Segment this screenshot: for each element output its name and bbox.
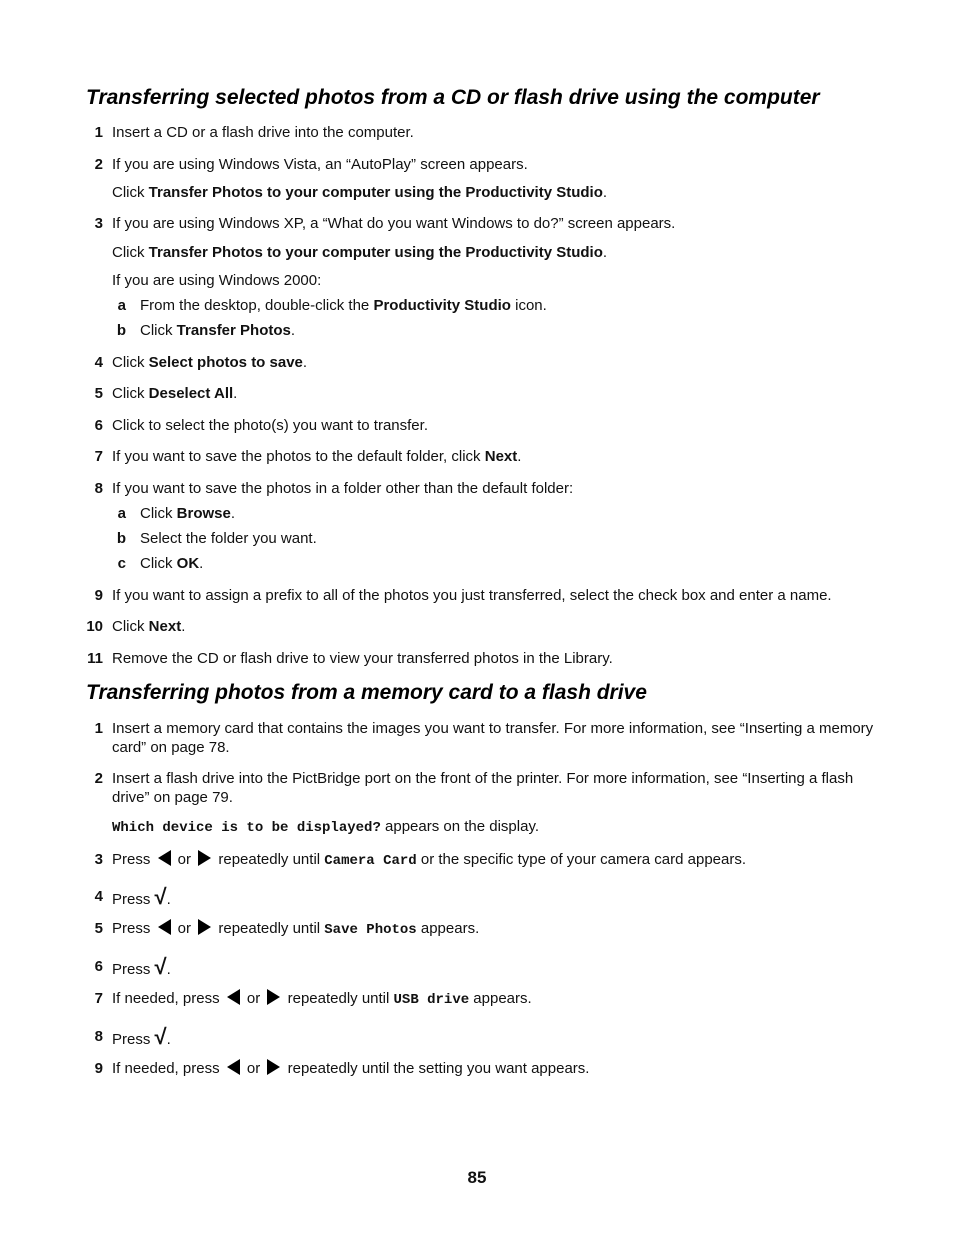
left-arrow-icon bbox=[227, 1059, 240, 1075]
checkmark-icon: √ bbox=[154, 884, 167, 909]
left-arrow-icon bbox=[227, 989, 240, 1005]
right-arrow-icon bbox=[198, 919, 211, 935]
step-text bbox=[112, 353, 877, 372]
step-number: 10 bbox=[86, 618, 103, 635]
step-number: 3 bbox=[94, 215, 103, 232]
bold-text: Transfer Photos bbox=[176, 322, 291, 339]
text: . bbox=[517, 448, 522, 465]
display-value: USB drive bbox=[393, 992, 470, 1008]
text: appears. bbox=[416, 920, 480, 937]
text: Click bbox=[112, 354, 149, 371]
bold-text: Deselect All bbox=[148, 385, 234, 402]
step-number: 8 bbox=[94, 1028, 103, 1045]
text: Press bbox=[112, 961, 155, 978]
text: or the specific type of your camera card appears. bbox=[416, 851, 747, 868]
text: repeatedly until bbox=[214, 920, 325, 937]
step-number: 6 bbox=[94, 417, 103, 434]
bold-text: Browse bbox=[176, 505, 231, 522]
text: . bbox=[166, 1031, 171, 1048]
note-text: . bbox=[602, 244, 608, 261]
step-number: 11 bbox=[87, 650, 103, 667]
step-text bbox=[112, 850, 877, 871]
step-text bbox=[112, 1059, 877, 1078]
step-text: Insert a flash drive into the PictBridge port on the front of the printer. For more information, see “Inserting a flash drive” on page 79. bbox=[112, 770, 854, 806]
text: . bbox=[233, 385, 238, 402]
text: Press bbox=[112, 1031, 155, 1048]
note-text: Click bbox=[112, 244, 149, 261]
page-number: 85 bbox=[467, 1168, 487, 1187]
step-text bbox=[112, 989, 877, 1010]
text: . bbox=[181, 618, 186, 635]
text: . bbox=[302, 354, 308, 371]
step-number: 7 bbox=[94, 990, 103, 1007]
sub-step-text bbox=[140, 504, 877, 523]
text: or bbox=[173, 920, 196, 937]
text: . bbox=[290, 322, 296, 339]
step-text: If you are using Windows XP, a “What do you want Windows to do?” screen appears. bbox=[112, 215, 676, 232]
text: Click bbox=[112, 618, 149, 635]
text: . bbox=[166, 961, 171, 978]
text: If you want to save the photos to the default folder, click bbox=[112, 448, 485, 465]
sub-step-letter: a bbox=[117, 297, 126, 314]
left-arrow-icon bbox=[158, 919, 171, 935]
left-arrow-icon bbox=[158, 850, 171, 866]
sub-step-letter: a bbox=[117, 505, 126, 522]
text: Press bbox=[112, 851, 155, 868]
step-text bbox=[112, 919, 877, 940]
step-number: 2 bbox=[94, 156, 103, 173]
step-number: 8 bbox=[94, 480, 103, 497]
note-text: . bbox=[602, 184, 608, 201]
text: Press bbox=[112, 891, 155, 908]
sub-step-text bbox=[140, 296, 877, 315]
right-arrow-icon bbox=[198, 850, 211, 866]
step-number: 3 bbox=[94, 851, 103, 868]
step-text bbox=[112, 384, 877, 403]
text: Click bbox=[140, 322, 177, 339]
sub-step-text bbox=[140, 529, 877, 548]
text: icon. bbox=[510, 297, 547, 314]
step-number: 1 bbox=[94, 720, 103, 737]
step-number: 9 bbox=[94, 587, 103, 604]
step-text: Insert a memory card that contains the images you want to transfer. For more information, see “Inserting a memory card” on page 78. bbox=[112, 720, 874, 756]
step-number: 2 bbox=[94, 770, 103, 787]
text: repeatedly until bbox=[283, 990, 394, 1007]
step-note bbox=[112, 817, 877, 838]
text: appears. bbox=[469, 990, 532, 1007]
sub-step-letter: c bbox=[117, 555, 126, 572]
bold-text: Next bbox=[148, 618, 182, 635]
bold-text: OK bbox=[176, 555, 200, 572]
text: or bbox=[242, 990, 265, 1007]
step-number: 9 bbox=[94, 1060, 103, 1077]
step-text bbox=[112, 617, 877, 636]
step-number: 7 bbox=[94, 448, 103, 465]
text: or bbox=[242, 1060, 265, 1077]
step-text: If you want to save the photos in a folder other than the default folder: bbox=[112, 480, 574, 497]
section-title-memory-card: Transferring photos from a memory card to a flash drive bbox=[86, 681, 647, 704]
step-note bbox=[112, 183, 877, 202]
step-note: If you are using Windows 2000: bbox=[112, 272, 322, 289]
note-bold: Transfer Photos to your computer using the Productivity Studio bbox=[148, 184, 603, 201]
step-number: 4 bbox=[94, 888, 103, 905]
section-title-cd-transfer: Transferring selected photos from a CD or flash drive using the computer bbox=[86, 86, 820, 109]
right-arrow-icon bbox=[267, 989, 280, 1005]
text: Click bbox=[140, 555, 177, 572]
step-number: 5 bbox=[94, 385, 103, 402]
text: Select the folder you want. bbox=[140, 530, 317, 547]
step-number: 4 bbox=[94, 354, 103, 371]
text: Press bbox=[112, 920, 155, 937]
step-text: Insert a CD or a flash drive into the computer. bbox=[112, 124, 414, 141]
text: repeatedly until the setting you want appears. bbox=[283, 1060, 590, 1077]
step-number: 6 bbox=[94, 958, 103, 975]
bold-text: Select photos to save bbox=[148, 354, 303, 371]
step-text: Click to select the photo(s) you want to transfer. bbox=[112, 417, 428, 434]
step-text: If you are using Windows Vista, an “AutoPlay” screen appears. bbox=[112, 156, 528, 173]
note-text: Click bbox=[112, 184, 149, 201]
step-text bbox=[112, 447, 877, 466]
text: . bbox=[199, 555, 204, 572]
checkmark-icon: √ bbox=[154, 954, 167, 979]
text: or bbox=[173, 851, 196, 868]
step-text bbox=[112, 884, 877, 909]
text: Click bbox=[140, 505, 177, 522]
text: If needed, press bbox=[112, 990, 224, 1007]
step-number: 1 bbox=[94, 124, 103, 141]
text: . bbox=[230, 505, 236, 522]
step-number: 5 bbox=[94, 920, 103, 937]
display-message: Which device is to be displayed? bbox=[112, 820, 381, 836]
note-text: appears on the display. bbox=[380, 818, 540, 835]
sub-step-letter: b bbox=[116, 322, 126, 339]
display-value: Save Photos bbox=[324, 922, 417, 938]
sub-step-text bbox=[140, 321, 877, 340]
step-text: If you want to assign a prefix to all of the photos you just transferred, select the check box and enter a name. bbox=[112, 587, 832, 604]
bold-text: Next bbox=[484, 448, 518, 465]
step-text bbox=[112, 954, 877, 979]
bold-text: Productivity Studio bbox=[373, 297, 511, 314]
text: . bbox=[166, 891, 171, 908]
note-bold: Transfer Photos to your computer using the Productivity Studio bbox=[148, 244, 603, 261]
display-value: Camera Card bbox=[324, 853, 417, 869]
text: repeatedly until bbox=[214, 851, 325, 868]
sub-step-letter: b bbox=[116, 530, 126, 547]
step-text bbox=[112, 1024, 877, 1049]
checkmark-icon: √ bbox=[154, 1024, 167, 1049]
text: Click bbox=[112, 385, 149, 402]
step-note bbox=[112, 243, 877, 262]
right-arrow-icon bbox=[267, 1059, 280, 1075]
step-text: Remove the CD or flash drive to view your transferred photos in the Library. bbox=[112, 650, 613, 667]
text: From the desktop, double-click the bbox=[140, 297, 374, 314]
sub-step-text bbox=[140, 554, 877, 573]
text: If needed, press bbox=[112, 1060, 224, 1077]
